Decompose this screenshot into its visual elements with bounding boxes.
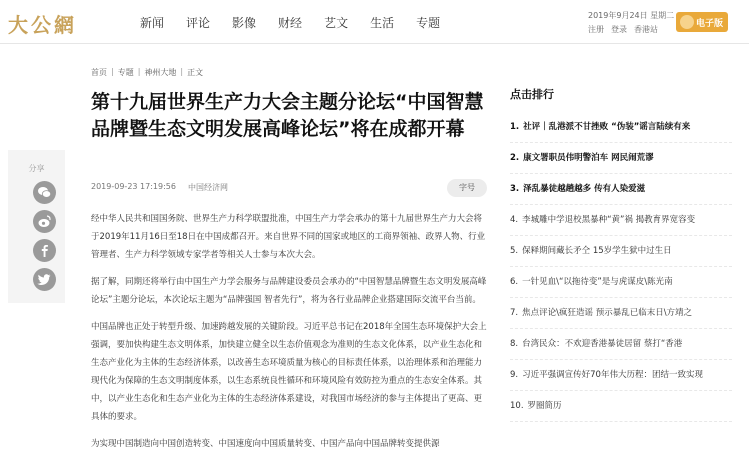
ranking-headline: 罗圈简历 xyxy=(527,401,562,411)
font-size-button[interactable]: 字号 xyxy=(447,179,487,197)
nav-topics[interactable]: 专题 xyxy=(416,16,441,30)
article-datetime: 2019-09-23 17:19:56 xyxy=(91,182,176,191)
site-header xyxy=(0,0,749,44)
article-paragraph: 据了解，同期还将举行由中国生产力学会服务与品牌建设委员会承办的“中国智慧品牌暨生态文明发展高峰论坛”主题分论坛，本次论坛主题为“品牌强国 智者先行”，将为各行业品牌企业搭建国际交流平台当前。 xyxy=(91,277,487,305)
nav-comment[interactable]: 评论 xyxy=(186,16,211,30)
login-link[interactable]: 登录 xyxy=(611,25,627,34)
ranking-item[interactable] xyxy=(510,205,732,236)
ranking-list xyxy=(510,112,732,422)
account-links xyxy=(588,24,665,35)
breadcrumb-separator: | xyxy=(180,67,184,76)
article-body xyxy=(91,210,489,462)
ranking-item[interactable] xyxy=(510,174,732,205)
breadcrumb-home[interactable]: 首页 xyxy=(91,68,107,77)
nav-photo[interactable]: 影像 xyxy=(232,16,257,30)
register-link[interactable]: 注册 xyxy=(588,25,604,34)
main-nav xyxy=(140,14,462,31)
share-label: 分享 xyxy=(28,164,45,173)
article-title: 第十九届世界生产力大会主题分论坛“中国智慧品牌暨生态文明发展高峰论坛”将在成都开幕 xyxy=(91,91,484,140)
ranking-number: 5. xyxy=(510,246,519,256)
ebook-button[interactable] xyxy=(676,12,728,32)
article-paragraph: 经中华人民共和国国务院、世界生产力科学联盟批准，中国生产力学会承办的第十九届世界生产力大会将于2019年11月16日至18日在中国成都召开。来自世界不同的国家或地区的工商界领袖、政界人物、行业管理者、生产力科学领域专家学者等相关人士参与本次大会。 xyxy=(91,214,486,260)
ranking-headline: 社评｜乱港派不甘挫败 “伪装”谣言陆续有来 xyxy=(523,122,691,132)
article-meta xyxy=(91,182,228,193)
wechat-icon xyxy=(37,185,52,200)
ranking-item[interactable] xyxy=(510,236,732,267)
site-logo[interactable]: 大公網 xyxy=(8,13,77,37)
ranking-headline: 康文署职员伟明警泊车 网民闹荒谬 xyxy=(523,153,654,163)
ranking-item[interactable] xyxy=(510,329,732,360)
ranking-headline: 李城雕中学退校黑暴种“黄”祸 揭教育界宽容变 xyxy=(522,215,696,225)
ranking-item[interactable] xyxy=(510,391,732,422)
nav-life[interactable]: 生活 xyxy=(370,16,395,30)
breadcrumb-section[interactable]: 神州大地 xyxy=(144,68,177,77)
weibo-icon xyxy=(37,214,52,229)
ranking-headline: 焦点评论\疯狂造谣 预示暴乱已临末日\方靖之 xyxy=(522,308,693,318)
current-date: 2019年9月24日 星期二 xyxy=(588,11,675,20)
ranking-number: 1. xyxy=(510,122,520,132)
twitter-icon xyxy=(37,272,52,287)
breadcrumb-separator: | xyxy=(111,67,114,76)
ebook-label: 电子版 xyxy=(695,18,723,29)
ranking-headline: 习近平强调宣传好70年伟大历程：团结一致实现 xyxy=(522,370,703,380)
nav-arts[interactable]: 艺文 xyxy=(324,16,349,30)
hk-site-link[interactable]: 香港站 xyxy=(634,25,658,34)
ranking-number: 4. xyxy=(510,215,519,225)
ranking-number: 8. xyxy=(510,339,519,349)
ranking-item[interactable] xyxy=(510,112,732,143)
facebook-share-button[interactable] xyxy=(33,239,56,262)
ranking-number: 9. xyxy=(510,370,519,380)
ranking-headline: 台湾民众：不欢迎香港暴徒居留 蔡打“香港 xyxy=(522,339,683,349)
article-paragraph: 为实现中国制造向中国创造转变、中国速度向中国质量转变、中国产品向中国品牌转变提供源 xyxy=(91,439,440,449)
ranking-item[interactable] xyxy=(510,143,732,174)
ranking-number: 10. xyxy=(510,401,524,411)
ebook-icon xyxy=(680,15,694,29)
wechat-share-button[interactable] xyxy=(33,181,56,204)
ranking-title: 点击排行 xyxy=(510,88,554,101)
ranking-headline: 一针见血\“以拖待变”是与虎谋皮\陈光南 xyxy=(522,277,673,287)
breadcrumb-separator: | xyxy=(137,67,141,76)
ranking-item[interactable] xyxy=(510,298,732,329)
facebook-icon xyxy=(37,243,52,258)
ranking-item[interactable] xyxy=(510,360,732,391)
ranking-headline: 泽乱暴徒越趟越多 传有人染爱滋 xyxy=(523,184,646,194)
article-source[interactable]: 中国经济网 xyxy=(187,183,228,192)
breadcrumb-topics[interactable]: 专题 xyxy=(117,68,134,77)
breadcrumb xyxy=(91,67,203,78)
twitter-share-button[interactable] xyxy=(33,268,56,291)
ranking-number: 7. xyxy=(510,308,519,318)
article-paragraph: 中国品牌也正处于转型升级、加速跨越发展的关键阶段。习近平总书记在2018年全国生态环境保护大会上强调，要加快构建生态文明体系，加快建立健全以生态价值观念为准则的生态文化体系，以产业生态化和生态产业化为主体的生态经济体系，以改善生态环境质量为核心的目标责任体系，以治理体系和治理能力现代化为保障的生态文明制度体系，以生态系统良性循环和环境风险有效防控为重点的生态安全体系。其中，以产业生态化和生态产业化为主体的生态经济体系建设，对我国市场经济的参与主体提出了更高、更具体的要求。 xyxy=(91,322,487,422)
share-panel xyxy=(8,150,65,303)
breadcrumb-current: 正文 xyxy=(187,68,204,77)
ranking-number: 3. xyxy=(510,184,520,194)
nav-finance[interactable]: 财经 xyxy=(278,16,303,30)
ranking-item[interactable] xyxy=(510,267,732,298)
ranking-number: 2. xyxy=(510,153,520,163)
weibo-share-button[interactable] xyxy=(33,210,56,233)
nav-news[interactable]: 新闻 xyxy=(140,16,165,30)
ranking-number: 6. xyxy=(510,277,519,287)
ranking-headline: 保释期间藏长矛仝 15岁学生狱中过生日 xyxy=(522,246,672,256)
